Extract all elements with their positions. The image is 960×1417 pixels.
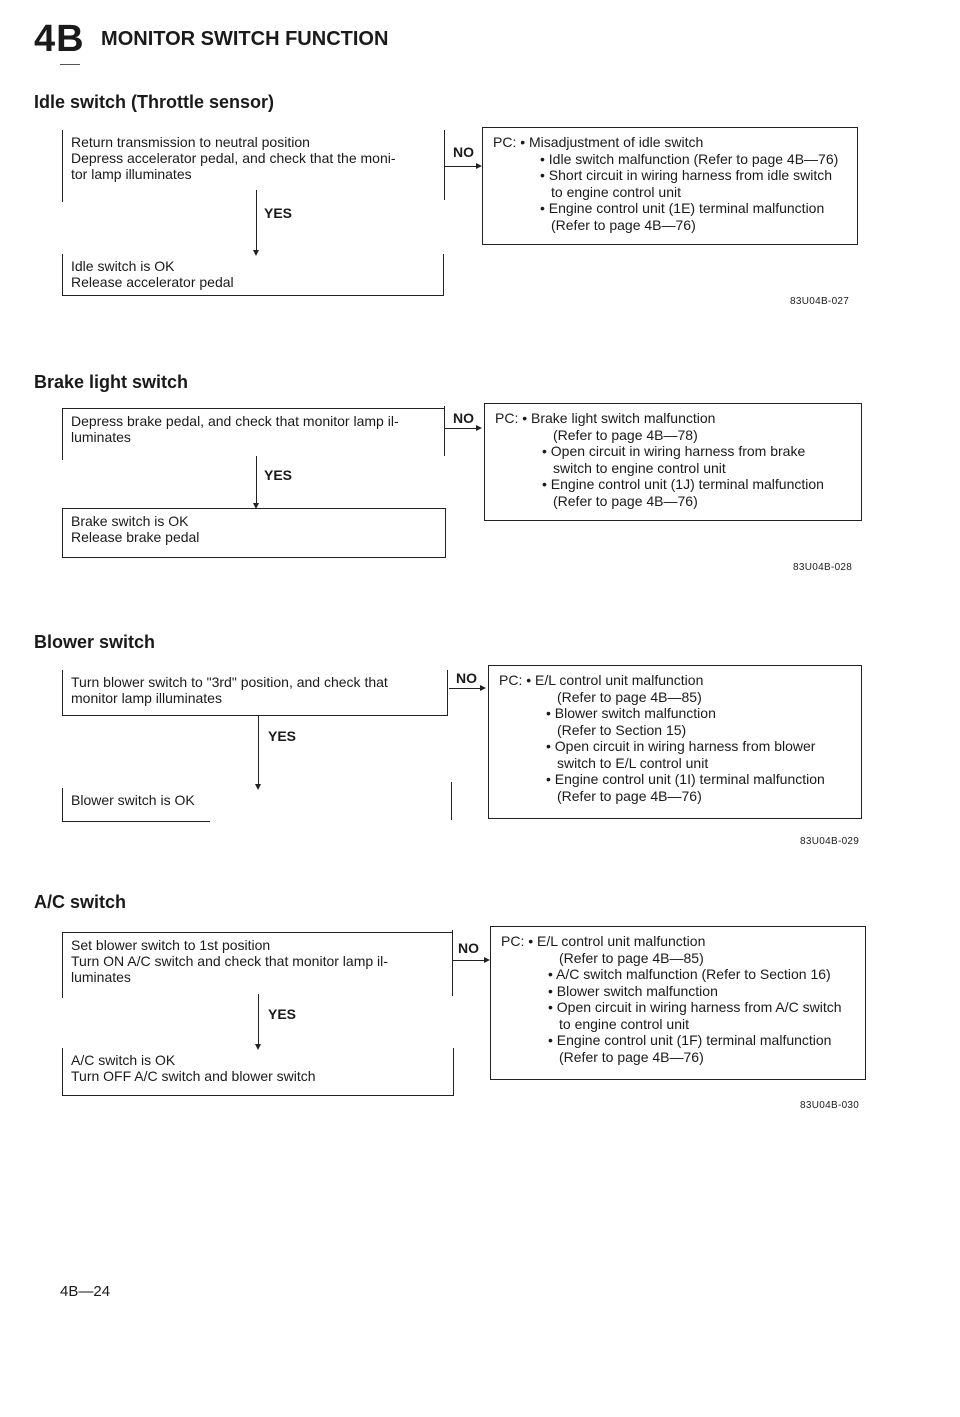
yes-connector bbox=[256, 190, 257, 252]
no-connector bbox=[453, 960, 485, 961]
check-box-right-edge bbox=[452, 930, 453, 996]
figure-id: 83U04B-027 bbox=[790, 296, 850, 307]
pc-box-brake-switch: PC: • Brake light switch malfunction (Refer to page 4B—78) • Open circuit in wiring harness from brake switch to engine control unit • Engine control unit (1J) terminal malfunction (Refer to page 4B—76) bbox=[484, 403, 862, 521]
figure-id: 83U04B-028 bbox=[793, 562, 853, 573]
yes-arrow bbox=[255, 784, 261, 790]
divider bbox=[451, 782, 452, 820]
section-title-blower-switch: Blower switch bbox=[34, 632, 156, 652]
page-header bbox=[34, 18, 388, 61]
no-arrow bbox=[480, 685, 486, 691]
section-title-idle-switch: Idle switch (Throttle sensor) bbox=[34, 92, 275, 112]
no-connector bbox=[449, 688, 481, 689]
check-box-idle-switch: Return transmission to neutral position Depress accelerator pedal, and check that the moni- tor lamp illuminates bbox=[62, 130, 444, 202]
no-arrow bbox=[476, 425, 482, 431]
no-label: NO bbox=[453, 410, 474, 426]
ok-box-ac-switch: A/C switch is OK Turn OFF A/C switch and blower switch bbox=[62, 1048, 454, 1096]
no-label: NO bbox=[456, 670, 477, 686]
ok-box-brake-switch: Brake switch is OK Release brake pedal bbox=[62, 508, 446, 558]
pc-box-blower-switch: PC: • E/L control unit malfunction (Refer to page 4B—85) • Blower switch malfunction (Refer to Section 15) • Open circuit in wiring harness from blower switch to E/L control unit • Engine control unit (1I) terminal malfunction (Refer to page 4B—76) bbox=[488, 665, 862, 819]
section-title-ac-switch: A/C switch bbox=[34, 892, 127, 912]
no-label: NO bbox=[458, 940, 479, 956]
yes-label: YES bbox=[268, 1006, 297, 1022]
figure-id: 83U04B-030 bbox=[800, 1100, 860, 1111]
section-code: 4B bbox=[34, 18, 85, 60]
ok-box-idle-switch: Idle switch is OK Release accelerator pedal bbox=[62, 254, 444, 296]
check-box-ac-switch: Set blower switch to 1st position Turn ON A/C switch and check that monitor lamp il- luminates bbox=[62, 932, 452, 998]
yes-label: YES bbox=[268, 728, 297, 744]
no-connector bbox=[445, 166, 477, 167]
no-connector bbox=[445, 428, 477, 429]
yes-connector bbox=[256, 456, 257, 506]
no-label: NO bbox=[453, 144, 474, 160]
section-title-brake-light-switch: Brake light switch bbox=[34, 372, 189, 392]
page-number: 4B—24 bbox=[60, 1283, 111, 1300]
yes-label: YES bbox=[264, 205, 293, 221]
check-box-right-edge bbox=[444, 406, 445, 456]
pc-box-ac-switch: PC: • E/L control unit malfunction (Refer to page 4B—85) • A/C switch malfunction (Refer to Section 16) • Blower switch malfunction • Open circuit in wiring harness from A/C switch to engine control unit • Engine control unit (1F) terminal malfunction (Refer to page 4B—76) bbox=[490, 926, 866, 1080]
page-title: MONITOR SWITCH FUNCTION bbox=[101, 28, 389, 50]
figure-id: 83U04B-029 bbox=[800, 836, 860, 847]
check-box-brake-switch: Depress brake pedal, and check that monitor lamp il- luminates bbox=[62, 408, 444, 460]
ok-box-blower-switch: Blower switch is OK bbox=[62, 788, 210, 822]
pc-box-idle-switch: PC: • Misadjustment of idle switch • Idle switch malfunction (Refer to page 4B—76) • Short circuit in wiring harness from idle switch to engine control unit • Engine control unit (1E) terminal malfunction (Refer to page 4B—76) bbox=[482, 127, 858, 245]
check-box-blower-switch: Turn blower switch to "3rd" position, and check that monitor lamp illuminates bbox=[62, 670, 448, 716]
header-rule bbox=[60, 64, 80, 65]
check-box-right-edge bbox=[444, 130, 445, 200]
yes-label: YES bbox=[264, 467, 293, 483]
yes-connector bbox=[258, 716, 259, 786]
yes-connector bbox=[258, 994, 259, 1046]
